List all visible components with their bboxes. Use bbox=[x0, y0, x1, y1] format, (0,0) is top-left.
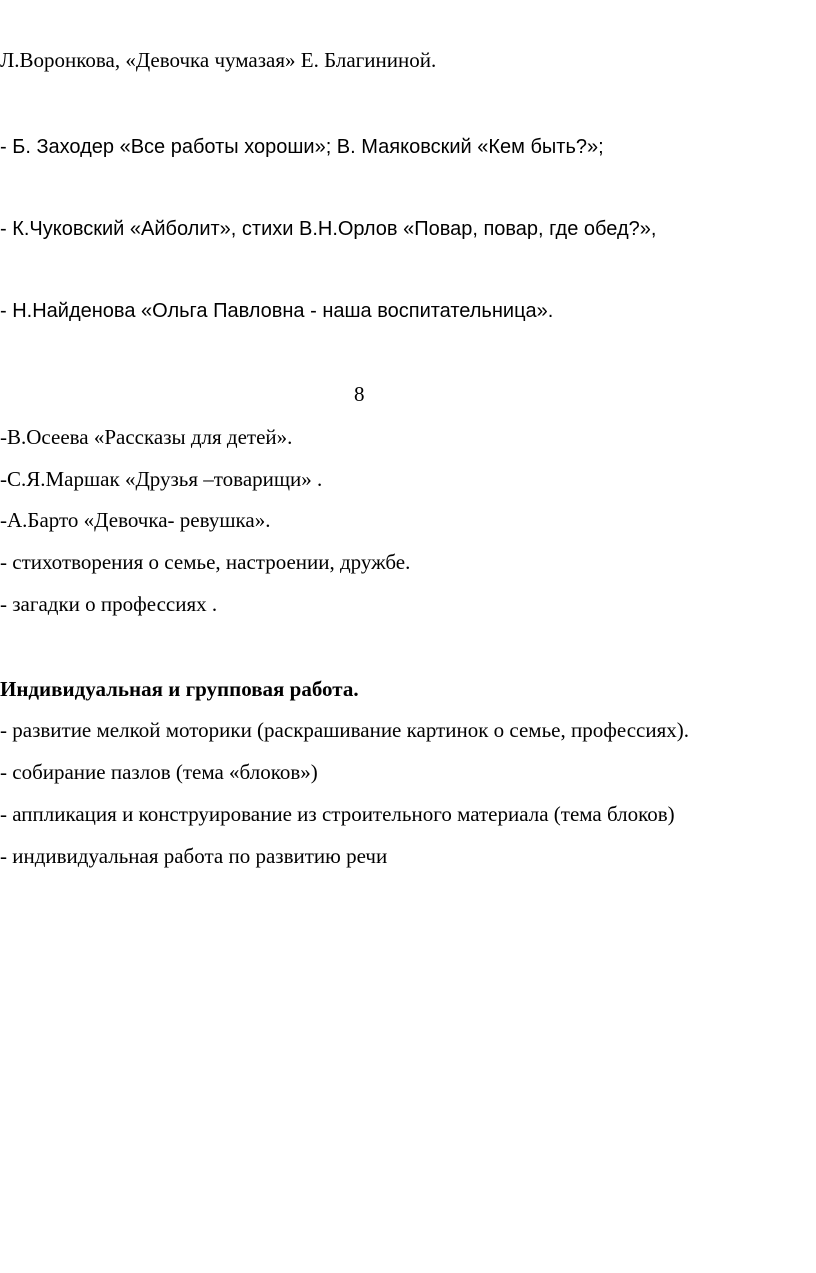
text-line-chukovsky: - К.Чуковский «Айболит», стихи В.Н.Орлов «Повар, повар, где обед?», bbox=[0, 218, 657, 240]
list-item-riddles: - загадки о профессиях . bbox=[0, 592, 218, 616]
section-item-puzzles: - собирание пазлов (тема «блоков») bbox=[0, 760, 318, 784]
list-item-marshak: -С.Я.Маршак «Друзья –товарищи» . bbox=[0, 467, 323, 491]
list-item-oseeva: -В.Осеева «Рассказы для детей». bbox=[0, 425, 293, 449]
text-line-naydenova: - Н.Найденова «Ольга Павловна - наша воспитательница». bbox=[0, 300, 554, 322]
page-number: 8 bbox=[354, 382, 365, 406]
text-line-voronkova: Л.Воронкова, «Девочка чумазая» Е. Благининой. bbox=[0, 48, 437, 72]
text-line-zakhoder: - Б. Заходер «Все работы хороши»; В. Маяковский «Кем быть?»; bbox=[0, 136, 604, 158]
list-item-barto: -А.Барто «Девочка- ревушка». bbox=[0, 508, 271, 532]
section-heading: Индивидуальная и групповая работа. bbox=[0, 677, 359, 701]
list-item-poems: - стихотворения о семье, настроении, дружбе. bbox=[0, 550, 411, 574]
section-item-applique: - аппликация и конструирование из строительного материала (тема блоков) bbox=[0, 802, 675, 826]
section-item-speech: - индивидуальная работа по развитию речи bbox=[0, 844, 388, 868]
section-item-motor-skills: - развитие мелкой моторики (раскрашивание картинок о семье, профессиях). bbox=[0, 718, 689, 742]
